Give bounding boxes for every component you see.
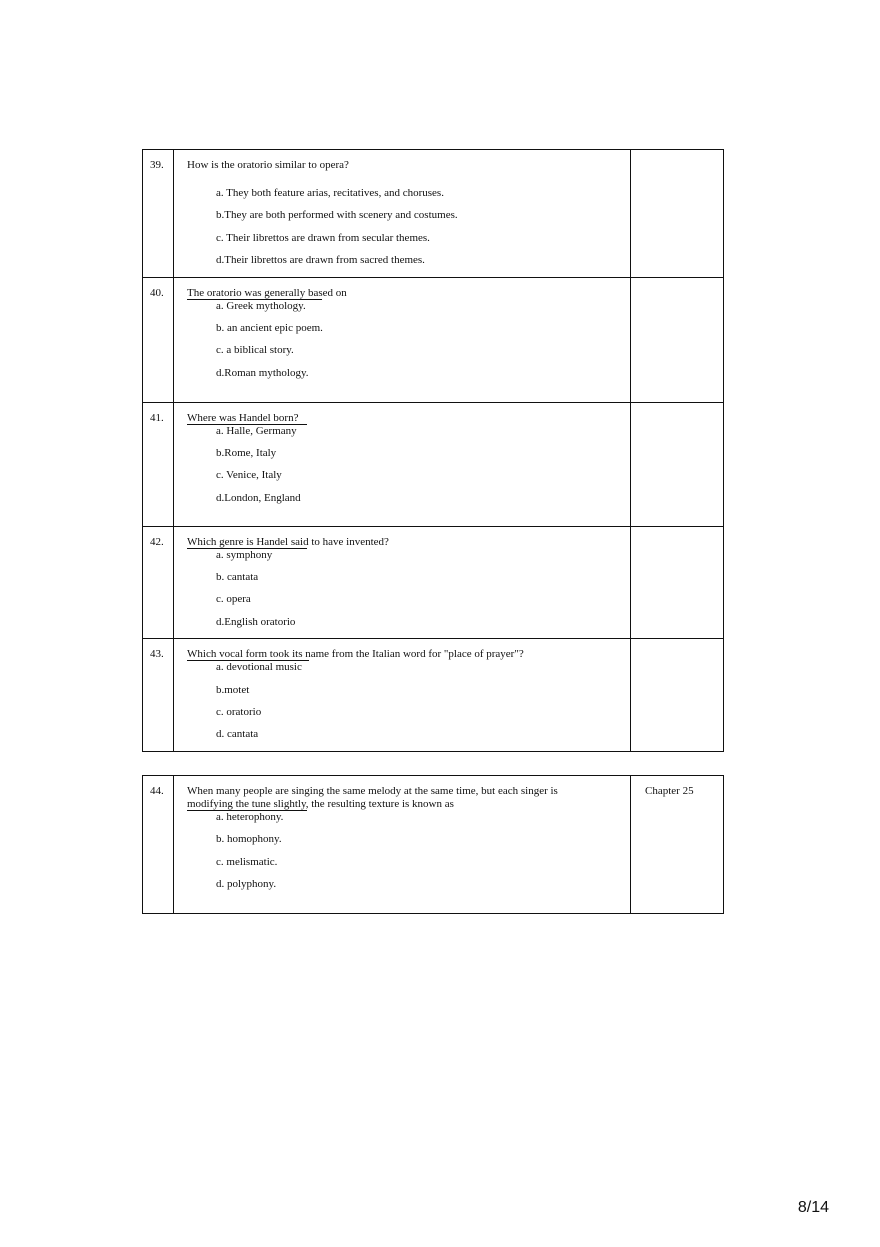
reference-cell: [631, 526, 724, 639]
question-number-cell: [143, 402, 174, 526]
answer-options: [174, 661, 630, 751]
question-number-cell: [143, 526, 174, 639]
page-number: 8/14: [797, 1199, 829, 1216]
stem-underline: [187, 424, 307, 425]
question-row: [143, 402, 724, 526]
chapter-reference: [631, 527, 723, 536]
question-body: [174, 526, 631, 639]
question-stem: Which vocal form took its name from the Italian word for "place of prayer"?: [187, 648, 524, 661]
answer-option: c. melismatic.: [216, 855, 278, 868]
question-stem: Which genre is Handel said to have invented?: [187, 535, 389, 548]
chapter-reference: [631, 150, 723, 159]
answer-option: a. devotional music: [216, 661, 302, 674]
reference-cell: [631, 150, 724, 278]
answer-option: c. Their librettos are drawn from secular themes.: [216, 231, 430, 244]
question-stem: The oratorio was generally based on: [187, 286, 347, 299]
chapter-reference: [631, 278, 723, 287]
question-number: 42.: [150, 535, 164, 548]
question-number-cell: [143, 639, 174, 752]
answer-options: [174, 300, 630, 390]
answer-option: b.Rome, Italy: [216, 446, 277, 459]
answer-options: [174, 425, 630, 515]
reference-cell: [631, 639, 724, 752]
answer-option: c. Venice, Italy: [216, 469, 282, 482]
answer-options: [174, 172, 630, 277]
answer-option: d.Their librettos are drawn from sacred themes.: [216, 254, 425, 267]
chapter-reference: [631, 403, 723, 412]
question-row: [143, 277, 724, 402]
answer-option: c. opera: [216, 593, 251, 606]
question-number: 44.: [150, 785, 164, 797]
question-body: [174, 150, 631, 278]
answer-option: a. symphony: [216, 548, 273, 561]
answer-option: d. cantata: [216, 728, 259, 741]
question-number: 39.: [150, 159, 164, 171]
answer-options: [174, 811, 630, 901]
answer-option: a. They both feature arias, recitatives, and choruses.: [216, 187, 444, 199]
question-row: [143, 639, 724, 752]
answer-option: d.London, England: [216, 491, 301, 504]
question-stem: How is the oratorio similar to opera?: [187, 159, 349, 171]
stem-underline: [187, 299, 322, 300]
question-number: 40.: [150, 286, 164, 299]
reference-cell: [631, 277, 724, 402]
question-number-cell: [143, 776, 174, 914]
question-body: [174, 776, 631, 914]
stem-underline: [187, 660, 309, 661]
chapter-reference: Chapter 25: [645, 785, 694, 797]
answer-option: b.motet: [216, 683, 250, 696]
reference-cell: [631, 776, 724, 914]
question-stem-line-2: modifying the tune slightly, the resulting texture is known as: [187, 798, 454, 810]
answer-option: d.Roman mythology.: [216, 366, 309, 379]
reference-cell: [631, 402, 724, 526]
answer-option: d.English oratorio: [216, 615, 296, 628]
question-row: [143, 150, 724, 278]
answer-option: d. polyphony.: [216, 878, 277, 891]
question-table-1: [142, 149, 724, 752]
question-number: 43.: [150, 648, 164, 661]
question-body: [174, 639, 631, 752]
answer-option: b.They are both performed with scenery and costumes.: [216, 209, 458, 222]
question-number-cell: [143, 277, 174, 402]
question-number: 41.: [150, 411, 164, 424]
answer-option: c. oratorio: [216, 705, 262, 718]
answer-options: [174, 549, 630, 639]
question-row: [143, 526, 724, 639]
question-body: [174, 402, 631, 526]
answer-option: c. a biblical story.: [216, 344, 294, 357]
answer-option: b. cantata: [216, 570, 259, 583]
chapter-reference: [631, 639, 723, 648]
answer-option: b. an ancient epic poem.: [216, 321, 323, 334]
question-number-cell: [143, 150, 174, 278]
question-stem: Where was Handel born?: [187, 411, 299, 424]
question-row: [143, 776, 724, 914]
answer-option: a. heterophony.: [216, 811, 284, 823]
question-body: [174, 277, 631, 402]
answer-option: b. homophony.: [216, 833, 282, 846]
stem-underline: [187, 810, 307, 811]
question-stem-line-1: When many people are singing the same melody at the same time, but each singer is: [187, 785, 558, 797]
question-table-2: [142, 775, 724, 914]
answer-option: a. Halle, Germany: [216, 424, 297, 437]
answer-option: a. Greek mythology.: [216, 299, 306, 312]
stem-underline: [187, 548, 307, 549]
